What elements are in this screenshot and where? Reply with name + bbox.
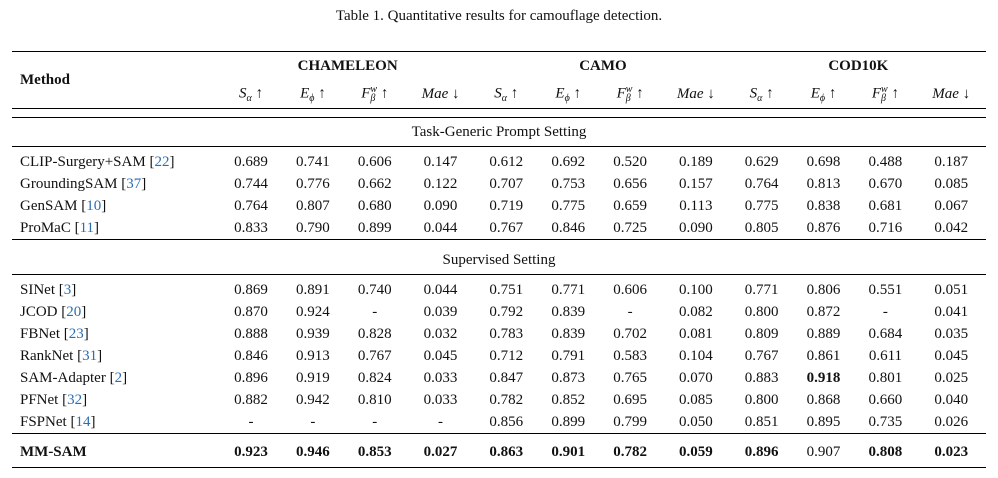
method-name: JCOD [20] <box>20 303 87 320</box>
metric-value: 0.157 <box>678 175 713 192</box>
metric-value: 0.919 <box>296 369 330 386</box>
metric-value: 0.039 <box>423 303 458 320</box>
metric-value: 0.800 <box>744 391 779 408</box>
metric-value: - <box>372 413 378 430</box>
metric-value: 0.744 <box>234 175 268 192</box>
metric-value: 0.869 <box>234 281 268 298</box>
citation-link[interactable]: 14 <box>75 413 91 430</box>
metric-value: 0.883 <box>744 369 779 386</box>
metric-value: 0.876 <box>806 219 841 236</box>
metric-value: 0.771 <box>551 281 586 298</box>
metric-value: 0.853 <box>344 437 406 468</box>
metric-value: 0.090 <box>423 197 458 214</box>
metric-value: 0.033 <box>423 391 458 408</box>
section-title: Supervised Setting <box>442 251 556 268</box>
metric-value: 0.085 <box>678 391 713 408</box>
metric-value: 0.767 <box>357 347 392 364</box>
metric-value: 0.872 <box>806 303 841 320</box>
metric-value: 0.791 <box>551 347 586 364</box>
citation-link[interactable]: 22 <box>154 153 170 170</box>
metric-value: 0.863 <box>475 437 537 468</box>
metric-value: 0.660 <box>868 391 903 408</box>
metric-value: 0.896 <box>234 369 268 386</box>
method-name: MM-SAM <box>12 437 220 468</box>
metric-value: 0.907 <box>793 437 855 468</box>
metric-value: 0.764 <box>744 175 779 192</box>
table-row <box>12 389 986 411</box>
metric-header: F w β ↑ <box>871 84 899 104</box>
metric-value: 0.681 <box>868 197 903 214</box>
metric-value: 0.735 <box>868 413 903 430</box>
results-table <box>12 51 986 468</box>
metric-value: 0.776 <box>296 175 330 192</box>
metric-value: 0.032 <box>423 325 458 342</box>
metric-value: 0.695 <box>613 391 647 408</box>
metric-value: 0.799 <box>613 413 647 430</box>
table-row <box>12 217 986 240</box>
metric-value: 0.716 <box>868 219 903 236</box>
metric-value: 0.808 <box>854 437 916 468</box>
citation-link[interactable]: 32 <box>67 391 83 408</box>
metric-value: 0.051 <box>934 281 969 298</box>
method-name: GroundingSAM [37] <box>20 175 147 192</box>
metric-value: - <box>882 303 888 320</box>
metric-value: 0.775 <box>551 197 586 214</box>
metric-value: 0.085 <box>934 175 969 192</box>
metric-value: 0.899 <box>551 413 586 430</box>
metric-value: 0.122 <box>423 175 458 192</box>
metric-header: S α ↑ <box>494 85 519 104</box>
metric-value: 0.606 <box>613 281 647 298</box>
metric-value: 0.035 <box>934 325 969 342</box>
metric-value: 0.946 <box>282 437 344 468</box>
group-header-cod10k: COD10K <box>731 52 986 81</box>
metric-value: 0.888 <box>234 325 268 342</box>
metric-value: 0.740 <box>357 281 392 298</box>
table-row <box>12 173 986 195</box>
metric-value: 0.659 <box>613 197 647 214</box>
metric-value: 0.861 <box>806 347 841 364</box>
metric-value: 0.100 <box>678 281 713 298</box>
metric-value: 0.782 <box>599 437 661 468</box>
metric-value: 0.629 <box>744 153 779 170</box>
metric-value: 0.873 <box>551 369 586 386</box>
metric-value: 0.901 <box>537 437 599 468</box>
metric-header: Mae ↓ <box>676 85 715 102</box>
metric-value: 0.899 <box>357 219 392 236</box>
metric-value: 0.809 <box>744 325 779 342</box>
metric-value: 0.800 <box>744 303 779 320</box>
metric-value: 0.775 <box>744 197 779 214</box>
table-row <box>12 323 986 345</box>
metric-value: 0.520 <box>613 153 647 170</box>
metric-value: 0.684 <box>868 325 903 342</box>
metric-value: 0.847 <box>489 369 524 386</box>
metric-value: 0.806 <box>806 281 841 298</box>
metric-value: 0.790 <box>296 219 330 236</box>
method-name: CLIP-Surgery+SAM [22] <box>20 153 175 170</box>
metric-value: 0.656 <box>613 175 647 192</box>
metric-value: 0.792 <box>489 303 524 320</box>
metric-header: E ϕ ↑ <box>810 85 837 104</box>
metric-value: 0.698 <box>806 153 841 170</box>
metric-value: 0.764 <box>234 197 268 214</box>
metric-value: 0.783 <box>489 325 524 342</box>
metric-value: 0.081 <box>678 325 713 342</box>
metric-value: 0.082 <box>678 303 713 320</box>
metric-value: 0.846 <box>234 347 268 364</box>
table-row <box>12 151 986 173</box>
metric-value: 0.040 <box>934 391 969 408</box>
metric-value: 0.611 <box>868 347 903 364</box>
metric-value: 0.027 <box>406 437 476 468</box>
metric-value: 0.042 <box>934 219 969 236</box>
metric-header: F w β ↑ <box>361 84 389 104</box>
method-name: FSPNet [14] <box>20 413 96 430</box>
metric-value: 0.918 <box>806 369 841 386</box>
metric-value: 0.488 <box>868 153 903 170</box>
metric-value: 0.767 <box>744 347 779 364</box>
metric-value: 0.852 <box>551 391 586 408</box>
metric-value: 0.104 <box>678 347 713 364</box>
metric-value: 0.712 <box>489 347 524 364</box>
metric-value: 0.026 <box>934 413 969 430</box>
metric-value: 0.033 <box>423 369 458 386</box>
citation-link[interactable]: 23 <box>68 325 84 342</box>
table-row <box>12 345 986 367</box>
metric-value: 0.856 <box>489 413 524 430</box>
citation-link[interactable]: 11 <box>79 219 95 236</box>
metric-value: 0.838 <box>806 197 841 214</box>
metric-value: 0.041 <box>934 303 969 320</box>
table-row <box>12 301 986 323</box>
citation-link[interactable]: 3 <box>63 281 72 298</box>
metric-value: - <box>438 413 444 430</box>
metric-value: 0.810 <box>357 391 392 408</box>
metric-value: 0.050 <box>678 413 713 430</box>
metric-value: 0.891 <box>296 281 330 298</box>
metric-value: 0.771 <box>744 281 779 298</box>
metric-header: E ϕ ↑ <box>555 85 581 104</box>
rule <box>12 109 986 118</box>
metric-value: 0.765 <box>613 369 647 386</box>
method-name: PFNet [32] <box>20 391 88 408</box>
metric-value: 0.059 <box>661 437 731 468</box>
metric-value: 0.913 <box>296 347 330 364</box>
metric-value: 0.702 <box>613 325 647 342</box>
metric-value: 0.851 <box>744 413 779 430</box>
metric-header: Mae ↓ <box>421 85 460 102</box>
metric-value: 0.846 <box>551 219 586 236</box>
metric-header: S α ↑ <box>238 85 263 104</box>
metric-value: 0.882 <box>234 391 268 408</box>
metric-value: 0.895 <box>806 413 841 430</box>
metric-header: F w β ↑ <box>616 84 644 104</box>
section-title-row <box>12 246 986 275</box>
metric-value: 0.070 <box>678 369 713 386</box>
metric-value: 0.692 <box>551 153 586 170</box>
metric-value: 0.839 <box>551 325 586 342</box>
metric-header: Mae ↓ <box>932 85 971 102</box>
table-caption: Table 1. Quantitative results for camouflage detection. <box>335 8 663 24</box>
metric-header: S α ↑ <box>749 85 774 104</box>
table-row <box>12 437 986 468</box>
metric-value: 0.896 <box>731 437 793 468</box>
table-row <box>12 411 986 434</box>
metric-value: - <box>248 413 254 430</box>
citation-link[interactable]: 10 <box>86 197 102 214</box>
metric-value: 0.767 <box>489 219 524 236</box>
metric-value: 0.923 <box>220 437 282 468</box>
group-header-camo: CAMO <box>475 52 730 81</box>
metric-value: 0.839 <box>551 303 586 320</box>
metric-value: 0.551 <box>868 281 903 298</box>
metric-value: 0.753 <box>551 175 586 192</box>
metric-value: 0.044 <box>423 219 458 236</box>
metric-value: 0.751 <box>489 281 524 298</box>
metric-value: 0.189 <box>678 153 713 170</box>
metric-value: 0.741 <box>296 153 330 170</box>
metric-value: 0.583 <box>613 347 647 364</box>
citation-link[interactable]: 2 <box>114 369 123 386</box>
metric-value: - <box>310 413 316 430</box>
metric-value: 0.805 <box>744 219 779 236</box>
metric-value: 0.782 <box>489 391 524 408</box>
metric-value: 0.889 <box>806 325 841 342</box>
metric-value: 0.044 <box>423 281 458 298</box>
metric-header: E ϕ ↑ <box>300 85 326 104</box>
citation-link[interactable]: 20 <box>66 303 82 320</box>
metric-value: 0.942 <box>296 391 330 408</box>
metric-value: 0.719 <box>489 197 524 214</box>
metric-value: 0.045 <box>934 347 969 364</box>
metric-value: 0.680 <box>357 197 392 214</box>
method-name: ProMaC [11] <box>20 219 100 236</box>
metric-value: 0.824 <box>357 369 392 386</box>
metric-value: 0.147 <box>423 153 458 170</box>
metric-value: 0.090 <box>678 219 713 236</box>
table-row <box>12 279 986 301</box>
method-name: SAM-Adapter [2] <box>20 369 128 386</box>
metric-value: 0.670 <box>868 175 903 192</box>
metric-value: 0.067 <box>934 197 969 214</box>
metric-value: 0.707 <box>489 175 524 192</box>
metric-value: 0.023 <box>916 437 986 468</box>
metric-value: 0.113 <box>679 197 713 214</box>
method-name: RankNet [31] <box>20 347 103 364</box>
metric-value: - <box>627 303 633 320</box>
header-row-groups <box>12 52 986 81</box>
method-name: GenSAM [10] <box>20 197 107 214</box>
metric-value: 0.870 <box>234 303 268 320</box>
metric-value: - <box>372 303 378 320</box>
metric-value: 0.606 <box>357 153 392 170</box>
metric-value: 0.662 <box>357 175 392 192</box>
metric-value: 0.868 <box>806 391 841 408</box>
section-title: Task-Generic Prompt Setting <box>411 123 587 140</box>
method-name: FBNet [23] <box>20 325 89 342</box>
citation-link[interactable]: 31 <box>82 347 98 364</box>
citation-link[interactable]: 37 <box>126 175 142 192</box>
metric-value: 0.924 <box>296 303 330 320</box>
section-title-row <box>12 118 986 147</box>
metric-value: 0.725 <box>613 219 647 236</box>
metric-value: 0.801 <box>868 369 903 386</box>
metric-value: 0.187 <box>934 153 969 170</box>
metric-value: 0.833 <box>234 219 268 236</box>
metric-value: 0.807 <box>296 197 330 214</box>
metric-value: 0.612 <box>489 153 524 170</box>
metric-value: 0.813 <box>806 175 841 192</box>
table-row <box>12 367 986 389</box>
metric-value: 0.025 <box>934 369 969 386</box>
metric-value: 0.828 <box>357 325 392 342</box>
metric-value: 0.045 <box>423 347 458 364</box>
metric-value: 0.939 <box>296 325 330 342</box>
metric-value: 0.689 <box>234 153 268 170</box>
group-header-chameleon: CHAMELEON <box>220 52 475 81</box>
method-header: Method <box>12 52 220 109</box>
method-name: SINet [3] <box>20 281 77 298</box>
table-row <box>12 195 986 217</box>
